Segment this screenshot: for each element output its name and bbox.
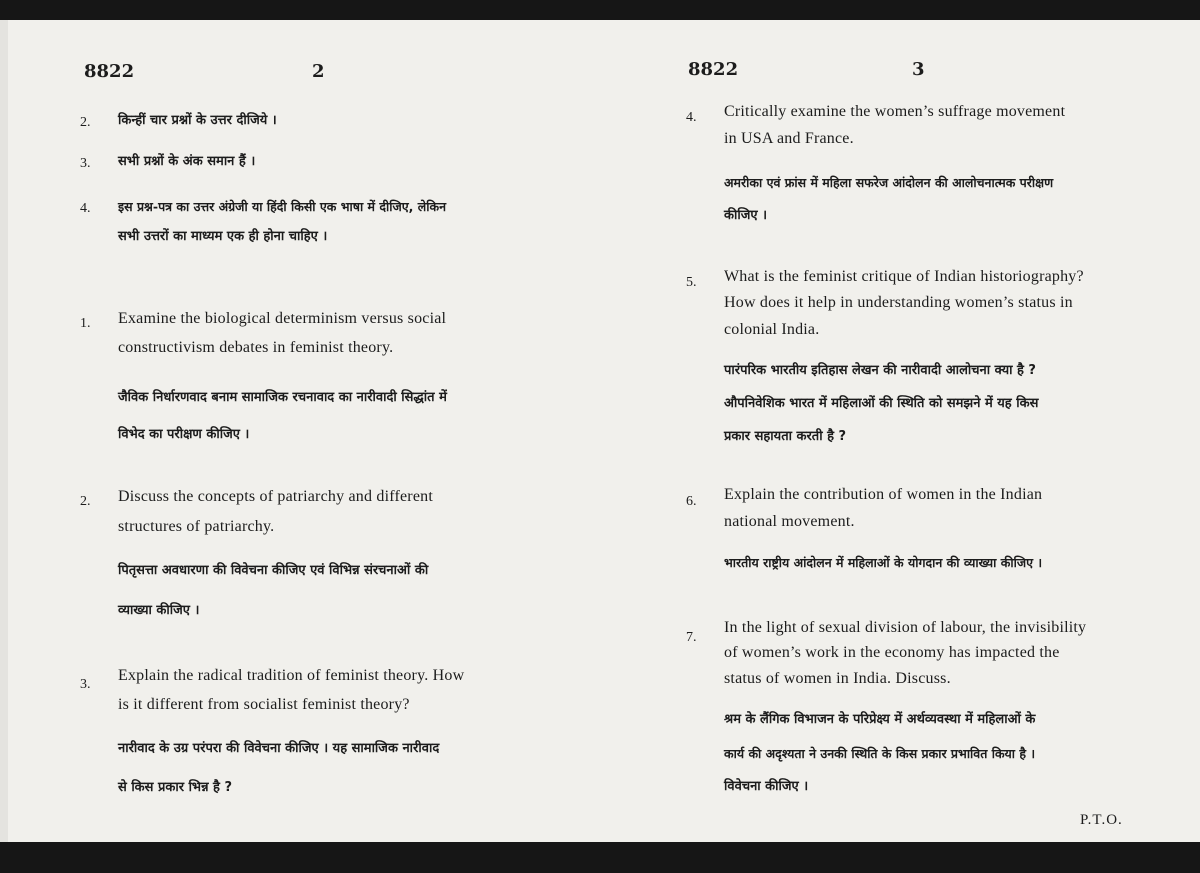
question-text-hi: व्याख्या कीजिए । — [118, 603, 200, 618]
question-number: 2. — [80, 494, 91, 509]
question-text-hi: पारंपरिक भारतीय इतिहास लेखन की नारीवादी आलोचना क्या है ? — [724, 363, 1036, 378]
question-text-hi: नारीवाद के उग्र परंपरा की विवेचना कीजिए । यह सामाजिक नारीवाद — [118, 741, 440, 756]
question-text-en: national movement. — [724, 513, 855, 530]
page-turn-over-label: P.T.O. — [1080, 812, 1123, 828]
question-text-en: Explain the radical tradition of feminist theory. How — [118, 667, 465, 684]
question-text-en: In the light of sexual division of labour, the invisibility — [724, 619, 1087, 636]
question-text-hi: भारतीय राष्ट्रीय आंदोलन में महिलाओं के योगदान की व्याख्या कीजिए । — [724, 555, 1043, 570]
left-page-code: 8822 — [84, 61, 135, 82]
question-text-en: Explain the contribution of women in the Indian — [724, 486, 1043, 503]
instruction-text: सभी उत्तरों का माध्यम एक ही होना चाहिए । — [118, 229, 328, 244]
left-page-number: 2 — [312, 61, 325, 82]
question-text-en: What is the feminist critique of Indian historiography? — [724, 268, 1084, 285]
question-text-en: constructivism debates in feminist theory. — [118, 339, 394, 356]
question-number: 7. — [686, 630, 697, 645]
question-text-hi: कीजिए । — [724, 208, 768, 223]
right-page-number: 3 — [912, 59, 925, 80]
question-text-en: Critically examine the women’s suffrage movement — [724, 103, 1066, 120]
question-number: 4. — [686, 110, 697, 125]
instruction-text: किन्हीं चार प्रश्नों के उत्तर दीजिये । — [118, 113, 277, 128]
instruction-number: 2. — [80, 115, 91, 130]
paper-left-edge — [0, 20, 8, 842]
question-text-en: colonial India. — [724, 321, 820, 338]
instruction-text: सभी प्रश्नों के अंक समान हैं । — [118, 154, 256, 169]
question-text-hi: जैविक निर्धारणवाद बनाम सामाजिक रचनावाद का नारीवादी सिद्धांत में — [118, 390, 447, 405]
instruction-number: 3. — [80, 156, 91, 171]
scan-top-border — [0, 0, 1200, 20]
right-page-code: 8822 — [688, 59, 739, 80]
question-text-en: status of women in India. Discuss. — [724, 670, 951, 687]
question-text-hi: अमरीका एवं फ्रांस में महिला सफरेज आंदोलन की आलोचनात्मक परीक्षण — [724, 175, 1054, 190]
question-number: 5. — [686, 275, 697, 290]
question-text-hi: विवेचना कीजिए । — [724, 779, 809, 794]
question-text-hi: विभेद का परीक्षण कीजिए । — [118, 427, 250, 442]
question-text-hi: प्रकार सहायता करती है ? — [724, 429, 847, 444]
instruction-number: 4. — [80, 201, 91, 216]
question-text-hi: पितृसत्ता अवधारणा की विवेचना कीजिए एवं विभिन्न संरचनाओं की — [118, 563, 429, 578]
question-text-en: Examine the biological determinism versus social — [118, 310, 447, 327]
question-text-hi: से किस प्रकार भिन्न है ? — [118, 780, 232, 795]
question-text-hi: औपनिवेशिक भारत में महिलाओं की स्थिति को समझने में यह किस — [724, 396, 1039, 411]
instruction-text: इस प्रश्न-पत्र का उत्तर अंग्रेजी या हिंदी किसी एक भाषा में दीजिए, लेकिन — [118, 199, 447, 214]
question-text-en: is it different from socialist feminist theory? — [118, 696, 410, 713]
question-text-en: How does it help in understanding women’s status in — [724, 294, 1073, 311]
scan-bottom-border — [0, 842, 1200, 873]
question-number: 3. — [80, 677, 91, 692]
question-text-en: Discuss the concepts of patriarchy and different — [118, 488, 433, 505]
question-text-en: of women’s work in the economy has impacted the — [724, 644, 1060, 661]
question-text-en: in USA and France. — [724, 130, 854, 147]
question-number: 1. — [80, 316, 91, 331]
question-number: 6. — [686, 494, 697, 509]
question-text-en: structures of patriarchy. — [118, 518, 275, 535]
question-text-hi: श्रम के लैंगिक विभाजन के परिप्रेक्ष्य में अर्थव्यवस्था में महिलाओं के — [724, 712, 1036, 727]
question-text-hi: कार्य की अदृश्यता ने उनकी स्थिति के किस प्रकार प्रभावित किया है । — [724, 746, 1036, 761]
